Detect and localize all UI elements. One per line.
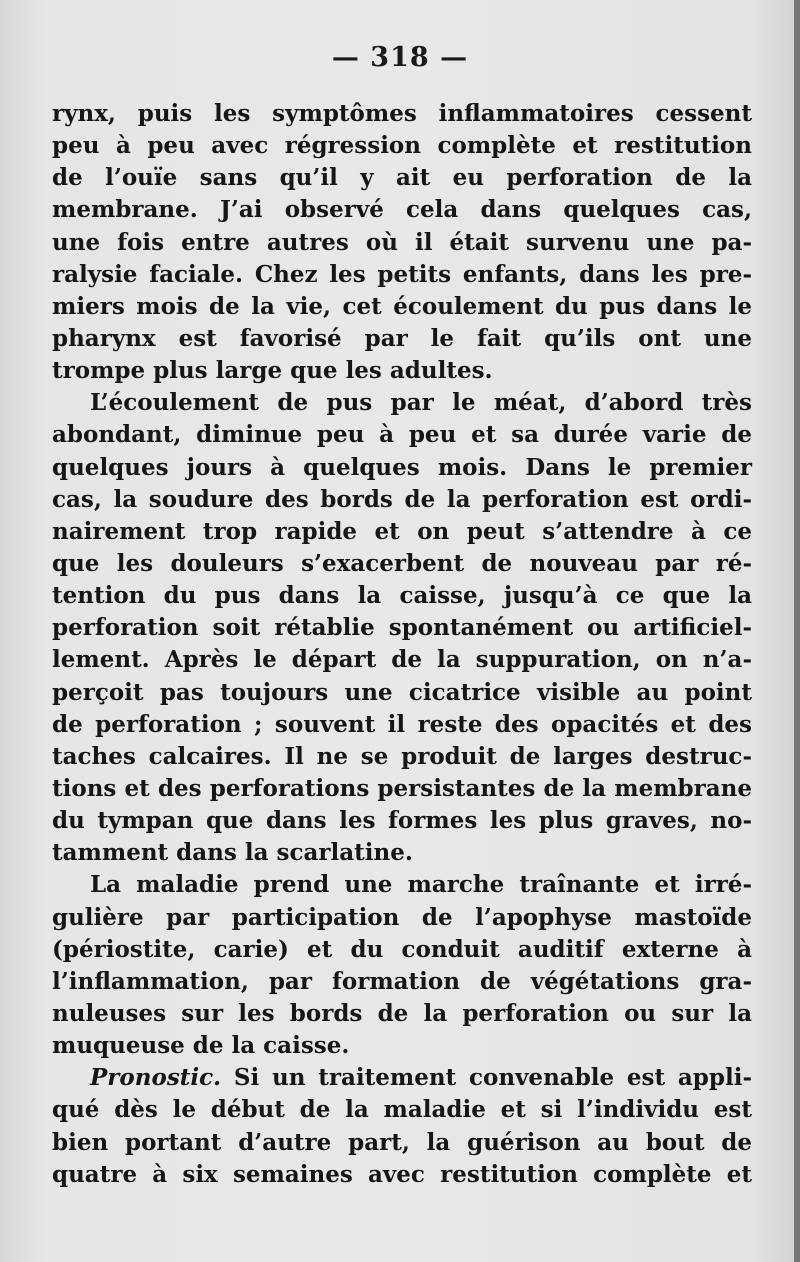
text-line — [52, 130, 752, 162]
text-line-content: que les douleurs s’exacerbent de nouveau par ré- — [52, 549, 752, 577]
text-line — [52, 580, 752, 612]
text-line — [52, 998, 752, 1030]
text-line — [52, 291, 752, 323]
text-line-content: lement. Après le départ de la suppuration, on n’a- — [52, 646, 752, 674]
text-line-content: ralysie faciale. Chez les petits enfants, dans les pre- — [52, 260, 752, 288]
text-line-content: perforation soit rétablie spontanément ou artificiel- — [52, 614, 752, 642]
text-line — [52, 709, 752, 741]
page-number: — 318 — — [331, 42, 469, 73]
text-line — [52, 1094, 752, 1126]
text-line — [52, 902, 752, 934]
text-line — [52, 419, 752, 451]
text-line — [52, 966, 752, 998]
text-line-content: du tympan que dans les formes les plus graves, no- — [52, 807, 752, 835]
text-line-content: de l’ouïe sans qu’il y ait eu perforation de la — [52, 164, 752, 192]
text-line — [52, 323, 752, 355]
text-line-content: de perforation ; souvent il reste des opacités et des — [52, 710, 752, 738]
text-line-content: l’inflammation, par formation de végétations gra- — [52, 967, 752, 995]
text-line — [52, 259, 752, 291]
text-line-content: pharynx est favorisé par le fait qu’ils ont une — [52, 324, 752, 352]
section-lead: Pronostic. — [90, 1064, 222, 1092]
text-line-content: abondant, diminue peu à peu et sa durée varie de — [52, 421, 752, 449]
text-line — [52, 548, 752, 580]
text-line — [52, 98, 752, 130]
text-line — [52, 452, 752, 484]
text-line — [52, 773, 752, 805]
text-line-content: La maladie prend une marche traînante et irré- — [90, 871, 752, 899]
text-line-content: miers mois de la vie, cet écoulement du pus dans le — [52, 292, 752, 320]
text-line-content: gulière par participation de l’apophyse mastoïde — [52, 903, 752, 931]
text-line — [52, 1159, 752, 1191]
text-line-content: quatre à six semaines avec restitution complète et — [52, 1160, 752, 1188]
text-line-content: membrane. J’ai observé cela dans quelques cas, — [52, 196, 752, 224]
text-line — [52, 869, 752, 901]
text-line-content: peu à peu avec régression complète et restitution — [52, 132, 752, 160]
text-line — [52, 837, 752, 869]
text-line-content: nairement trop rapide et on peut s’attendre à ce — [52, 517, 752, 545]
text-line-content: muqueuse de la caisse. — [52, 1032, 350, 1060]
text-line-content: tamment dans la scarlatine. — [52, 839, 413, 867]
text-line-content: Si un traitement convenable est appli- — [221, 1064, 752, 1092]
text-line-content: L’écoulement de pus par le méat, d’abord très — [90, 389, 752, 417]
text-line-content: rynx, puis les symptômes inflammatoires cessent — [52, 100, 752, 127]
text-line — [52, 644, 752, 676]
text-line — [52, 1030, 752, 1062]
text-line-content: bien portant d’autre part, la guérison au bout de — [52, 1128, 752, 1156]
body-text — [52, 98, 752, 1191]
text-line — [52, 355, 752, 387]
text-line — [52, 227, 752, 259]
text-line — [52, 677, 752, 709]
text-line — [52, 484, 752, 516]
text-line — [52, 1127, 752, 1159]
text-line — [52, 805, 752, 837]
text-line — [52, 934, 752, 966]
text-line-content: qué dès le début de la maladie et si l’individu est — [52, 1096, 752, 1124]
text-line-content: cas, la soudure des bords de la perforation est ordi- — [52, 485, 752, 513]
text-line — [52, 387, 752, 419]
text-line-content: quelques jours à quelques mois. Dans le premier — [52, 453, 752, 481]
text-line-content: nuleuses sur les bords de la perforation ou sur la — [52, 999, 752, 1027]
page-edge-shadow — [794, 0, 800, 1262]
text-line — [52, 1062, 752, 1094]
text-line — [52, 612, 752, 644]
text-line-content: perçoit pas toujours une cicatrice visible au point — [52, 678, 752, 706]
text-line — [52, 162, 752, 194]
text-line — [52, 741, 752, 773]
text-line-content: une fois entre autres où il était survenu une pa- — [52, 228, 752, 256]
text-line — [52, 516, 752, 548]
text-line-content: taches calcaires. Il ne se produit de larges destruc- — [52, 742, 752, 770]
text-line-content: trompe plus large que les adultes. — [52, 357, 493, 385]
text-line-content: (périostite, carie) et du conduit auditif externe à — [52, 935, 752, 963]
text-line-content: tions et des perforations persistantes de la membrane — [52, 774, 752, 802]
text-line — [52, 194, 752, 226]
text-line-content: tention du pus dans la caisse, jusqu’à ce que la — [52, 582, 752, 610]
